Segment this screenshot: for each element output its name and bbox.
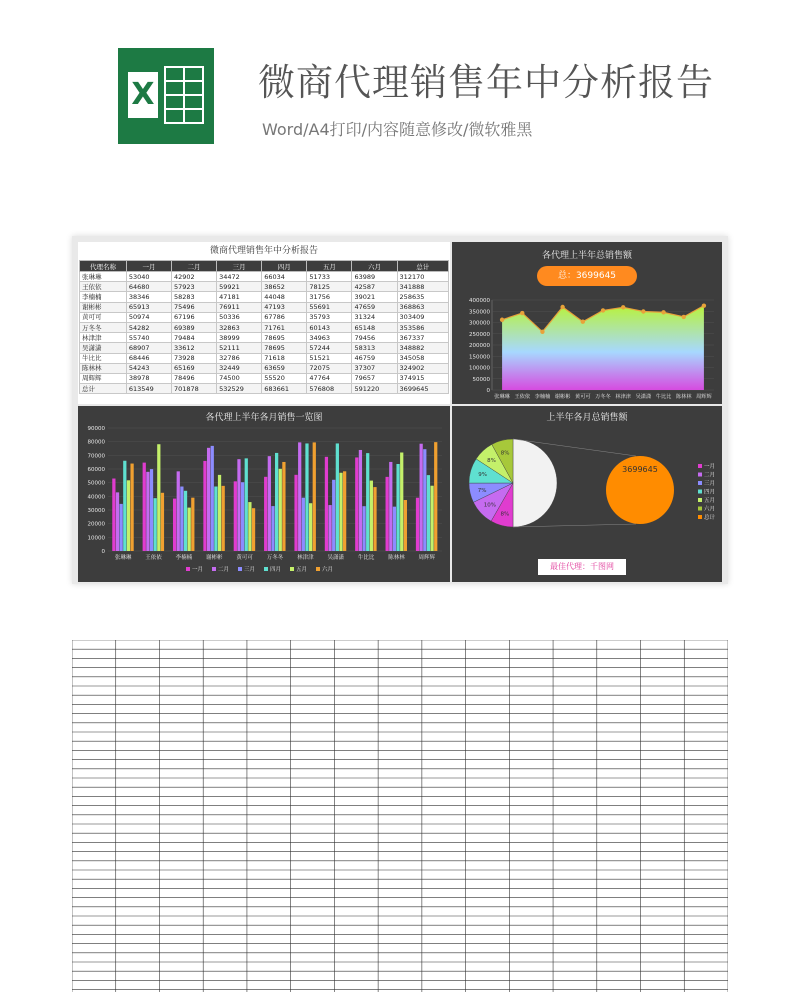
table-cell: 74500 xyxy=(217,373,262,383)
x-tick-label: 周辉辉 xyxy=(696,394,712,400)
bar xyxy=(434,442,437,551)
table-cell: 79484 xyxy=(172,333,217,343)
table-cell: 57923 xyxy=(172,282,217,292)
bar xyxy=(123,461,126,551)
table-header-row xyxy=(80,261,449,272)
column-header: 二月 xyxy=(172,261,217,272)
column-header: 三月 xyxy=(217,261,262,272)
data-point xyxy=(682,315,686,319)
table-row xyxy=(80,282,449,292)
table-cell: 79456 xyxy=(352,333,397,343)
table-cell: 38346 xyxy=(126,292,171,302)
table-cell: 32449 xyxy=(217,363,262,373)
table-cell: 69389 xyxy=(172,322,217,332)
report-table-panel xyxy=(78,242,450,404)
legend-swatch xyxy=(698,464,702,468)
bar xyxy=(389,462,392,551)
bar xyxy=(355,457,358,551)
connector-line xyxy=(513,524,636,527)
bar xyxy=(203,461,206,551)
bar xyxy=(157,444,160,551)
bar-chart-title: 各代理上半年各月销售一览图 xyxy=(205,413,323,423)
legend-swatch xyxy=(698,481,702,485)
y-tick-label: 50000 xyxy=(472,376,490,383)
best-agent-label: 最佳代理：千图网 xyxy=(550,562,614,571)
bar xyxy=(245,458,248,551)
table-cell: 57244 xyxy=(307,343,352,353)
bar xyxy=(282,462,285,551)
bar xyxy=(279,469,282,551)
x-tick-label: 黄可可 xyxy=(575,394,591,400)
bar xyxy=(248,502,251,551)
table-cell: 55520 xyxy=(262,373,307,383)
pie-slice xyxy=(513,439,557,527)
bar xyxy=(146,472,149,551)
bar xyxy=(396,464,399,551)
legend-swatch xyxy=(186,567,190,571)
legend-swatch xyxy=(290,567,294,571)
table-cell: 78695 xyxy=(262,343,307,353)
table-cell: 42587 xyxy=(352,282,397,292)
y-tick-label: 150000 xyxy=(469,354,490,361)
bar-chart-panel xyxy=(78,406,450,582)
y-tick-label: 200000 xyxy=(469,343,490,349)
table-cell: 38999 xyxy=(217,333,262,343)
pie-chart-title: 上半年各月总销售额 xyxy=(546,413,628,423)
x-tick-label: 谢彬彬 xyxy=(206,555,223,561)
table-cell: 75496 xyxy=(172,302,217,312)
bar xyxy=(264,477,267,551)
table-cell: 324902 xyxy=(397,363,448,373)
table-cell: 78125 xyxy=(307,282,352,292)
table-row xyxy=(80,373,449,383)
legend-swatch xyxy=(316,567,320,571)
legend-label: 六月 xyxy=(322,567,334,573)
table-cell: 53040 xyxy=(126,272,171,282)
table-cell: 32786 xyxy=(217,353,262,363)
bar xyxy=(241,482,244,551)
spreadsheet-grid-lines xyxy=(72,640,728,992)
y-tick-label: 350000 xyxy=(469,309,490,316)
column-header: 总计 xyxy=(397,261,448,272)
bar xyxy=(393,507,396,551)
y-tick-label: 50000 xyxy=(87,480,105,487)
table-cell: 44048 xyxy=(262,292,307,302)
x-tick-label: 陈林林 xyxy=(675,394,692,400)
data-point xyxy=(661,310,665,314)
sheet-grid-icon xyxy=(164,66,204,124)
table-cell: 65148 xyxy=(352,322,397,332)
slice-label: 9% xyxy=(478,471,487,478)
bar xyxy=(211,446,214,551)
table-cell: 64680 xyxy=(126,282,171,292)
table-cell: 701878 xyxy=(172,384,217,394)
table-cell: 345058 xyxy=(397,353,448,363)
table-cell: 67196 xyxy=(172,312,217,322)
table-cell: 60143 xyxy=(307,322,352,332)
table-row xyxy=(80,384,449,394)
column-header: 五月 xyxy=(307,261,352,272)
bar xyxy=(366,453,369,551)
legend-label: 一月 xyxy=(192,567,204,573)
bar xyxy=(143,463,146,551)
bar xyxy=(298,442,301,551)
bar xyxy=(305,443,308,551)
bar xyxy=(234,481,237,551)
excel-letter: X xyxy=(128,72,158,118)
table-cell: 312170 xyxy=(397,272,448,282)
data-point xyxy=(500,318,504,322)
x-tick-label: 周辉辉 xyxy=(418,555,436,561)
table-row xyxy=(80,333,449,343)
y-tick-label: 250000 xyxy=(469,331,490,338)
table-cell: 72075 xyxy=(307,363,352,373)
legend-label: 二月 xyxy=(704,472,716,479)
table-cell: 47764 xyxy=(307,373,352,383)
bar xyxy=(313,442,316,551)
bar xyxy=(309,503,312,551)
bar xyxy=(336,443,339,551)
bar xyxy=(386,477,389,551)
report-table-title: 微商代理销售年中分析报告 xyxy=(209,246,318,256)
x-tick-label: 李楠楠 xyxy=(534,394,551,400)
table-cell: 591220 xyxy=(352,384,397,394)
bar xyxy=(416,498,419,551)
table-cell: 353586 xyxy=(397,322,448,332)
bar xyxy=(237,459,240,551)
y-tick-label: 30000 xyxy=(87,508,105,514)
table-row xyxy=(80,312,449,322)
table-cell: 37307 xyxy=(352,363,397,373)
table-cell: 68446 xyxy=(126,353,171,363)
table-cell: 31324 xyxy=(352,312,397,322)
bar xyxy=(404,500,407,551)
bar xyxy=(112,479,115,551)
bar xyxy=(188,508,191,551)
bar xyxy=(271,506,274,551)
area-chart-title: 各代理上半年总销售额 xyxy=(541,251,632,261)
x-tick-label: 万冬冬 xyxy=(595,394,611,400)
table-cell: 613549 xyxy=(126,384,171,394)
y-tick-label: 60000 xyxy=(87,467,105,473)
x-tick-label: 王依依 xyxy=(145,555,162,561)
bar xyxy=(222,486,225,551)
bar xyxy=(173,499,176,551)
bar xyxy=(127,480,130,551)
dashboard-preview xyxy=(72,236,728,584)
legend-swatch xyxy=(698,473,702,477)
x-tick-label: 吴潇潇 xyxy=(327,555,344,561)
x-tick-label: 张琳琳 xyxy=(494,394,510,400)
bar xyxy=(325,457,328,551)
table-cell: 58283 xyxy=(172,292,217,302)
slice-label: 8% xyxy=(487,457,496,464)
table-cell: 39021 xyxy=(352,292,397,302)
table-cell: 78496 xyxy=(172,373,217,383)
bar xyxy=(116,492,119,551)
table-cell: 55740 xyxy=(126,333,171,343)
table-cell: 67786 xyxy=(262,312,307,322)
y-tick-label: 100000 xyxy=(469,365,490,372)
bar xyxy=(214,487,217,551)
data-point xyxy=(540,330,544,334)
x-tick-label: 牛比比 xyxy=(655,394,672,400)
bar xyxy=(400,452,403,551)
x-tick-label: 王依依 xyxy=(514,394,531,400)
table-cell: 李楠楠 xyxy=(80,292,127,302)
data-point xyxy=(641,309,645,313)
x-tick-label: 李楠楠 xyxy=(175,555,193,561)
bar xyxy=(370,481,373,551)
table-cell: 54282 xyxy=(126,322,171,332)
legend-label: 五月 xyxy=(704,498,716,504)
y-tick-label: 0 xyxy=(101,549,105,555)
area-chart-panel xyxy=(452,242,722,404)
table-cell: 50974 xyxy=(126,312,171,322)
slice-label: 8% xyxy=(500,450,510,457)
bar xyxy=(154,498,157,551)
table-cell: 367337 xyxy=(397,333,448,343)
table-cell: 68907 xyxy=(126,343,171,353)
bar xyxy=(294,475,297,551)
blank-spreadsheet-grid xyxy=(72,640,728,992)
table-body xyxy=(80,272,449,394)
table-cell: 59921 xyxy=(217,282,262,292)
column-header: 代理名称 xyxy=(80,261,127,272)
table-cell: 42902 xyxy=(172,272,217,282)
area-fill xyxy=(502,306,704,390)
table-cell: 35793 xyxy=(307,312,352,322)
table-cell: 66034 xyxy=(262,272,307,282)
pie-chart xyxy=(452,406,722,582)
legend-label: 四月 xyxy=(704,489,716,496)
data-point xyxy=(560,305,564,309)
table-row xyxy=(80,343,449,353)
column-header: 一月 xyxy=(126,261,171,272)
table-cell: 黄可可 xyxy=(80,312,127,322)
table-cell: 31756 xyxy=(307,292,352,302)
table-cell: 张琳琳 xyxy=(80,272,127,282)
table-cell: 55691 xyxy=(307,302,352,312)
x-tick-label: 林津津 xyxy=(615,394,631,400)
page-title: 微商代理销售年中分析报告 xyxy=(258,61,714,104)
table-cell: 50336 xyxy=(217,312,262,322)
bar xyxy=(191,498,194,551)
y-tick-label: 70000 xyxy=(87,453,105,460)
table-cell: 76911 xyxy=(217,302,262,312)
bar xyxy=(420,444,423,551)
table-cell: 258635 xyxy=(397,292,448,302)
y-tick-label: 40000 xyxy=(87,494,105,501)
column-header: 六月 xyxy=(352,261,397,272)
legend-label: 总计 xyxy=(704,515,716,521)
table-cell: 341888 xyxy=(397,282,448,292)
table-cell: 65913 xyxy=(126,302,171,312)
data-point xyxy=(702,303,706,307)
table-cell: 63659 xyxy=(262,363,307,373)
table-cell: 51521 xyxy=(307,353,352,363)
table-cell: 65169 xyxy=(172,363,217,373)
legend-swatch xyxy=(698,490,702,494)
table-cell: 576808 xyxy=(307,384,352,394)
bar xyxy=(362,506,365,551)
table-cell: 54243 xyxy=(126,363,171,373)
table-cell: 47181 xyxy=(217,292,262,302)
bar xyxy=(328,505,331,551)
table-cell: 532529 xyxy=(217,384,262,394)
bar xyxy=(339,473,342,551)
slice-label: 7% xyxy=(477,488,487,495)
page-subtitle: Word/A4打印/内容随意修改/微软雅黑 xyxy=(262,120,533,139)
bar xyxy=(373,487,376,551)
table-cell: 368863 xyxy=(397,302,448,312)
x-tick-label: 牛比比 xyxy=(357,555,375,561)
table-row xyxy=(80,302,449,312)
table-cell: 33612 xyxy=(172,343,217,353)
breakout-label: 3699645 xyxy=(622,465,658,474)
table-cell: 林津津 xyxy=(80,333,127,343)
bar xyxy=(161,493,164,551)
bar xyxy=(343,471,346,551)
table-cell: 71761 xyxy=(262,322,307,332)
data-point xyxy=(581,320,585,324)
table-row xyxy=(80,292,449,302)
table-cell: 34963 xyxy=(307,333,352,343)
table-cell: 51733 xyxy=(307,272,352,282)
legend-label: 二月 xyxy=(218,567,230,573)
table-cell: 周辉辉 xyxy=(80,373,127,383)
table-cell: 348882 xyxy=(397,343,448,353)
excel-icon xyxy=(118,48,214,144)
y-tick-label: 90000 xyxy=(87,426,105,432)
bar xyxy=(430,486,433,551)
table-cell: 总计 xyxy=(80,384,127,394)
column-header: 四月 xyxy=(262,261,307,272)
table-cell: 47659 xyxy=(352,302,397,312)
table-cell: 79657 xyxy=(352,373,397,383)
bar xyxy=(207,448,210,551)
bar xyxy=(427,475,430,551)
best-agent-box xyxy=(538,559,626,575)
bar xyxy=(275,453,278,551)
legend-label: 六月 xyxy=(704,506,716,513)
y-tick-label: 80000 xyxy=(87,439,105,446)
table-cell: 683661 xyxy=(262,384,307,394)
y-tick-label: 0 xyxy=(486,388,490,394)
table-cell: 陈林林 xyxy=(80,363,127,373)
area-chart xyxy=(452,242,722,404)
x-tick-label: 陈林林 xyxy=(388,555,405,561)
report-table xyxy=(79,260,449,394)
y-tick-label: 20000 xyxy=(87,521,105,528)
legend-label: 四月 xyxy=(270,567,282,573)
bar xyxy=(359,450,362,551)
table-cell: 63989 xyxy=(352,272,397,282)
table-cell: 32863 xyxy=(217,322,262,332)
table-cell: 谢彬彬 xyxy=(80,302,127,312)
bar xyxy=(130,464,133,551)
table-cell: 38978 xyxy=(126,373,171,383)
data-point xyxy=(601,308,605,312)
table-row xyxy=(80,363,449,373)
legend-label: 三月 xyxy=(244,567,256,573)
data-point xyxy=(621,305,625,309)
y-tick-label: 400000 xyxy=(469,298,490,304)
data-point xyxy=(520,311,524,315)
slice-label: 10% xyxy=(483,502,496,509)
table-cell: 303409 xyxy=(397,312,448,322)
legend-swatch xyxy=(698,515,702,519)
bar xyxy=(423,449,426,551)
table-cell: 38652 xyxy=(262,282,307,292)
legend-swatch xyxy=(212,567,216,571)
y-tick-label: 10000 xyxy=(87,535,105,542)
bar xyxy=(218,475,221,551)
legend-label: 三月 xyxy=(704,481,716,487)
legend-swatch xyxy=(698,507,702,511)
table-cell: 王依依 xyxy=(80,282,127,292)
bar-chart xyxy=(78,406,450,582)
table-cell: 78695 xyxy=(262,333,307,343)
bar xyxy=(252,508,255,551)
x-tick-label: 万冬冬 xyxy=(266,555,284,561)
table-row xyxy=(80,322,449,332)
table-cell: 3699645 xyxy=(397,384,448,394)
table-cell: 46759 xyxy=(352,353,397,363)
legend-swatch xyxy=(264,567,268,571)
bar xyxy=(150,469,153,551)
total-badge-label: 总：3699645 xyxy=(557,271,617,281)
bar xyxy=(120,504,123,551)
table-row xyxy=(80,353,449,363)
table-cell: 吴潇潇 xyxy=(80,343,127,353)
pie-chart-panel xyxy=(452,406,722,582)
x-tick-label: 林津津 xyxy=(297,555,314,561)
y-tick-label: 300000 xyxy=(469,320,490,327)
bar xyxy=(184,491,187,551)
x-tick-label: 谢彬彬 xyxy=(554,394,571,400)
bar xyxy=(302,498,305,551)
legend-label: 一月 xyxy=(704,464,716,470)
bar xyxy=(177,471,180,551)
x-tick-label: 黄可可 xyxy=(236,555,253,561)
table-cell: 万冬冬 xyxy=(80,322,127,332)
bar xyxy=(268,456,271,551)
bar xyxy=(180,487,183,551)
table-cell: 34472 xyxy=(217,272,262,282)
legend-swatch xyxy=(698,498,702,502)
legend-swatch xyxy=(238,567,242,571)
table-cell: 52111 xyxy=(217,343,262,353)
table-cell: 73928 xyxy=(172,353,217,363)
table-cell: 47193 xyxy=(262,302,307,312)
table-cell: 374915 xyxy=(397,373,448,383)
table-cell: 58313 xyxy=(352,343,397,353)
table-row xyxy=(80,272,449,282)
table-cell: 71618 xyxy=(262,353,307,363)
legend-label: 五月 xyxy=(296,567,308,573)
x-tick-label: 张琳琳 xyxy=(114,555,132,561)
x-tick-label: 吴潇潇 xyxy=(635,394,652,400)
bar xyxy=(332,480,335,551)
table-cell: 牛比比 xyxy=(80,353,127,363)
slice-label: 8% xyxy=(500,511,510,518)
